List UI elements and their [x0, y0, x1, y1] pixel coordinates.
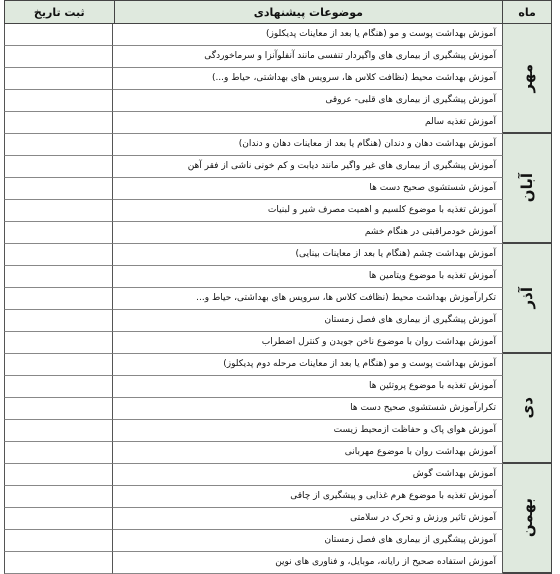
date-cell[interactable] [4, 134, 113, 156]
table-row [4, 398, 552, 420]
table-row [4, 310, 552, 332]
topic-cell: آموزش تغذیه سالم [113, 112, 503, 134]
table-row [4, 420, 552, 442]
table-row [4, 266, 552, 288]
schedule-table [4, 0, 552, 567]
table-row [4, 442, 552, 464]
date-cell[interactable] [4, 398, 113, 420]
month-cell [503, 244, 552, 354]
topic-cell: آموزش پیشگیری از بیماری های واگیردار تنفسی مانند آنفلوآنزا و سرماخوردگی [113, 46, 503, 68]
table-row [4, 244, 552, 266]
month-label: آذر [518, 287, 536, 309]
date-cell[interactable] [4, 464, 113, 486]
date-cell[interactable] [4, 530, 113, 552]
table-row [4, 288, 552, 310]
date-cell[interactable] [4, 266, 113, 288]
date-cell[interactable] [4, 288, 113, 310]
date-cell[interactable] [4, 332, 113, 354]
topic-cell: آموزش بهداشت گوش [113, 464, 503, 486]
date-cell[interactable] [4, 178, 113, 200]
date-cell[interactable] [4, 24, 113, 46]
table-row [4, 376, 552, 398]
date-cell[interactable] [4, 222, 113, 244]
topic-cell: آموزش هوای پاک و حفاظت ازمحیط زیست [113, 420, 503, 442]
month-cell [503, 464, 552, 574]
topic-cell: آموزش بهداشت دهان و دندان (هنگام یا بعد از معاینات دهان و دندان) [113, 134, 503, 156]
date-cell[interactable] [4, 68, 113, 90]
topic-cell: آموزش بهداشت چشم (هنگام یا بعد از معاینات بینایی) [113, 244, 503, 266]
topic-cell: تکرارآموزش بهداشت محیط (نظافت کلاس ها، سرویس های بهداشتی، حیاط و... [113, 288, 503, 310]
topic-cell: آموزش تغذیه با موضوع پروتئین ها [113, 376, 503, 398]
topic-cell: آموزش بهداشت روان با موضوع مهربانی [113, 442, 503, 464]
table-row [4, 68, 552, 90]
month-label: دی [518, 397, 536, 419]
topic-cell: آموزش استفاده صحیح از رایانه، موبایل، و فناوری های نوین [113, 552, 503, 574]
table-row [4, 508, 552, 530]
table-row [4, 178, 552, 200]
topic-cell: آموزش پیشگیری از بیماری های غیر واگیر مانند دیابت و کم خونی ناشی از فقر آهن [113, 156, 503, 178]
table-row [4, 46, 552, 68]
topic-cell: آموزش پیشگیری از بیماری های قلبی- عروقی [113, 90, 503, 112]
topic-cell: آموزش بهداشت محیط (نظافت کلاس ها، سرویس های بهداشتی، حیاط و...) [113, 68, 503, 90]
date-cell[interactable] [4, 46, 113, 68]
table-header [4, 0, 552, 24]
date-cell[interactable] [4, 354, 113, 376]
table-row [4, 24, 552, 46]
month-label: آبان [518, 173, 536, 203]
table-row [4, 464, 552, 486]
table-row [4, 90, 552, 112]
date-cell[interactable] [4, 442, 113, 464]
date-cell[interactable] [4, 244, 113, 266]
topic-cell: آموزش تغذیه با موضوع کلسیم و اهمیت مصرف شیر و لبنیات [113, 200, 503, 222]
table-row [4, 552, 552, 574]
header-topic: موضوعات پیشنهادی [114, 1, 503, 23]
date-cell[interactable] [4, 112, 113, 134]
table-row [4, 530, 552, 552]
table-row [4, 486, 552, 508]
header-month: ماه [502, 1, 551, 23]
topic-cell: آموزش تغذیه با موضوع هرم غذایی و پیشگیری از چاقی [113, 486, 503, 508]
table-row [4, 134, 552, 156]
date-cell[interactable] [4, 156, 113, 178]
topic-cell: تکرارآموزش شستشوی صحیح دست ها [113, 398, 503, 420]
table-row [4, 354, 552, 376]
date-cell[interactable] [4, 508, 113, 530]
table-row [4, 200, 552, 222]
month-label: مهر [518, 63, 536, 93]
topic-cell: آموزش پیشگیری از بیماری های فصل زمستان [113, 530, 503, 552]
table-row [4, 222, 552, 244]
month-cell [503, 134, 552, 244]
topic-cell: آموزش شستشوی صحیح دست ها [113, 178, 503, 200]
date-cell[interactable] [4, 310, 113, 332]
month-cell [503, 24, 552, 134]
date-cell[interactable] [4, 420, 113, 442]
header-date: ثبت تاریخ [33, 5, 85, 19]
date-cell[interactable] [4, 200, 113, 222]
topic-cell: آموزش پیشگیری از بیماری های فصل زمستان [113, 310, 503, 332]
date-cell[interactable] [4, 90, 113, 112]
month-cell [503, 354, 552, 464]
date-cell[interactable] [4, 376, 113, 398]
topic-cell: آموزش بهداشت پوست و مو (هنگام یا بعد از معاینات پدیکلوز) [113, 24, 503, 46]
month-label: بهمن [518, 498, 536, 538]
topic-cell: آموزش بهداشت روان با موضوع ناخن جویدن و کنترل اضطراب [113, 332, 503, 354]
topic-cell: آموزش تغذیه با موضوع ویتامین ها [113, 266, 503, 288]
topic-cell: آموزش خودمراقبتی در هنگام خشم [113, 222, 503, 244]
date-cell[interactable] [4, 552, 113, 574]
topic-cell: آموزش بهداشت پوست و مو (هنگام یا بعد از معاینات مرحله دوم پدیکلوز) [113, 354, 503, 376]
table-row [4, 332, 552, 354]
topic-cell: آموزش تاثیر ورزش و تحرک در سلامتی [113, 508, 503, 530]
table-row [4, 156, 552, 178]
date-cell[interactable] [4, 486, 113, 508]
table-row [4, 112, 552, 134]
